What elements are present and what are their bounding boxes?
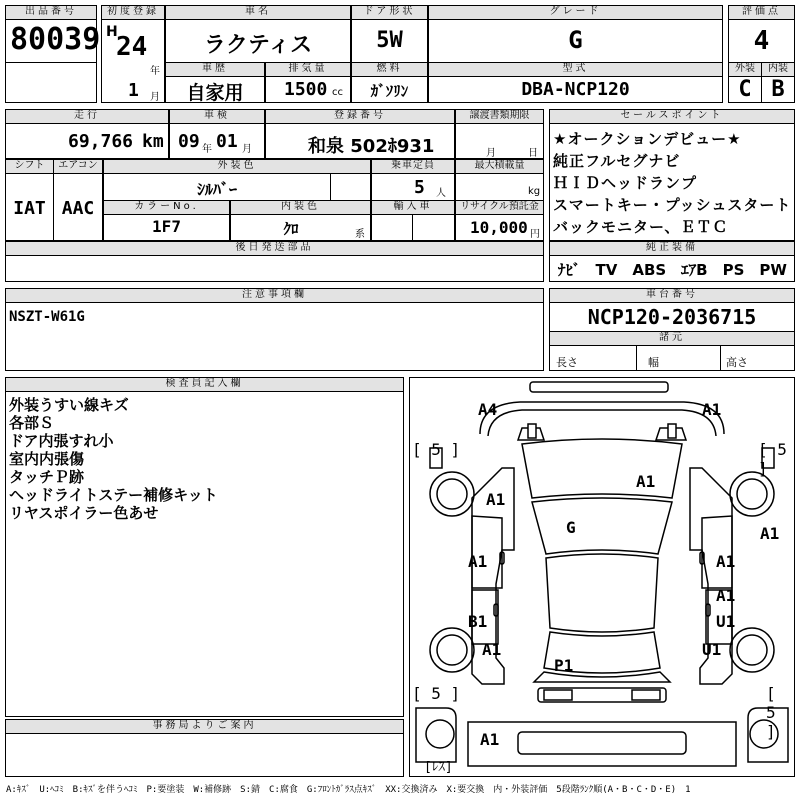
spec-width: 幅 [648, 356, 659, 369]
chassis-header: 車台番号 [549, 288, 795, 303]
later-parts-cell [5, 255, 544, 282]
chassis-cell [549, 302, 795, 332]
cautions: NSZT-W61G [9, 309, 85, 325]
cc-unit: cc [332, 87, 343, 98]
car-name-header: 車名 [165, 5, 351, 20]
door-cell [351, 19, 428, 63]
sales-point-4: スマートキー・プッシュスタート [553, 196, 792, 214]
mark-left-rear-door: B1 [468, 612, 488, 631]
displacement-cell [265, 76, 351, 103]
interior-header: 内装 [761, 62, 795, 77]
exterior-grade-cell [728, 76, 762, 103]
first-reg-header: 初度登録 [101, 5, 165, 20]
spec-height: 高さ [726, 356, 748, 369]
inspector-note-2: 各部Ｓ [9, 414, 55, 432]
mark-back-door: P1 [554, 656, 574, 675]
inspector-note-3: ドア内張すれ小 [9, 432, 114, 450]
inspector-note-1: 外装うすい線キズ [9, 396, 129, 414]
mark-right-outer: A1 [760, 524, 780, 543]
car-name-cell [165, 19, 351, 63]
int-color: ｸﾛ [283, 220, 299, 238]
lot-number-blank [5, 62, 97, 103]
genuine-equipment-header: 純正装備 [549, 241, 795, 256]
history: 自家用 [186, 82, 244, 104]
transfer-doc-header: 譲渡書類期限 [455, 109, 544, 124]
car-diagram [410, 378, 794, 776]
inspection-year-unit: 年 [202, 144, 212, 155]
car-diagram-box [409, 377, 795, 777]
mark-right-rear-u1: U1 [716, 612, 736, 631]
transfer-month: 月 [486, 148, 496, 159]
recycle-cell [455, 214, 544, 241]
max-load-cell [455, 173, 544, 201]
shift-cell [5, 173, 54, 241]
grade: G [568, 26, 583, 54]
sales-point-2: 純正フルセグナビ [553, 152, 681, 170]
mileage-header: 走行 [5, 109, 169, 124]
capacity-header: 乗車定員 [371, 159, 455, 174]
interior-grade: B [771, 77, 785, 102]
legend: A:ｷｽﾞ U:ﾍｺﾐ B:ｷｽﾞを伴うﾍｺﾐ P:要塗装 W:補修跡 S:錆 C:腐食 G:ﾌﾛﾝﾄｶﾞﾗｽ点ｷｽﾞ XX:交換済み X:要交換 内・外装評価 5段階ﾗﾝｸ順(A・B・C・D・E) 1 [6, 785, 691, 795]
history-cell [165, 76, 265, 103]
recycle: 10,000 [470, 218, 528, 237]
reg-number-header: 登録番号 [265, 109, 455, 124]
chassis-number: NCP120-2036715 [587, 305, 757, 329]
specs-header: 諸元 [549, 331, 795, 346]
mark-right-front-door: A1 [716, 552, 736, 571]
mileage-cell [5, 123, 169, 159]
inspector-notes-box [5, 391, 404, 717]
sales-point-5: バックモニター、ＥＴＣ [553, 218, 729, 236]
first-reg-month: 1 [128, 80, 139, 101]
mark-rear-bumper: A1 [480, 730, 500, 749]
reg-number: 和泉 502ﾎ931 [308, 136, 435, 157]
capacity-cell [371, 173, 455, 201]
fuel-cell [351, 76, 428, 103]
model: DBA-NCP120 [521, 79, 630, 100]
inspector-note-6: ヘッドライトステー補修キット [9, 486, 218, 504]
first-reg-month-unit: 月 [150, 92, 160, 103]
mark-right-rear-quarter: U1 [702, 640, 722, 659]
door-type: 5W [376, 28, 403, 53]
int-color-cell [230, 214, 371, 241]
mark-windshield: G [566, 518, 576, 537]
inspector-note-4: 室内内張傷 [9, 450, 85, 468]
spec-length: 長さ [556, 356, 578, 369]
aircon: AAC [61, 198, 95, 219]
int-color-unit: 系 [355, 229, 365, 240]
inspector-header: 検査員記入欄 [5, 377, 404, 392]
door-header: ドア形状 [351, 5, 428, 20]
model-cell [428, 76, 723, 103]
inspection-month: 01 [216, 131, 238, 152]
sales-point-1: ★オークションデビュー★ [553, 130, 742, 148]
cautions-header: 注意事項欄 [5, 288, 544, 303]
office-header: 事務局よりご案内 [5, 719, 404, 734]
office-cell [5, 733, 404, 777]
shift-header: シフト [5, 159, 54, 174]
model-header: 型式 [428, 62, 723, 77]
inspection-cell [169, 123, 265, 159]
reg-number-cell [265, 123, 455, 159]
fuel: ｶﾞｿﾘﾝ [370, 82, 409, 100]
specs-cell [549, 345, 795, 371]
exterior-header: 外装 [728, 62, 762, 77]
inspection-header: 車検 [169, 109, 265, 124]
first-reg-year-unit: 年 [150, 66, 160, 77]
mark-left-rear-quarter: A1 [482, 640, 502, 659]
first-reg-cell [101, 19, 165, 103]
genuine-equipment-cell [549, 255, 795, 282]
lot-number: 80039 [10, 22, 101, 57]
mark-front-right: A1 [702, 400, 722, 419]
history-header: 車歴 [165, 62, 265, 77]
score-header: 評価点 [728, 5, 795, 20]
color-no-cell [103, 214, 230, 241]
displacement: 1500 [284, 79, 328, 100]
genuine-equipment: ﾅﾋﾞ TV ABS ｴｱB PS PW [558, 261, 787, 279]
inspection-year: 09 [178, 131, 200, 152]
import-header: 輸入車 [371, 200, 455, 215]
capacity-unit: 人 [436, 188, 446, 199]
inspector-note-7: リヤスポイラー色あせ [9, 504, 159, 522]
inspector-note-5: タッチＰ跡 [9, 468, 85, 486]
import-cell [371, 214, 455, 241]
mark-right-rear-door: A1 [716, 586, 736, 605]
aircon-cell [53, 173, 103, 241]
grade-header: グレード [428, 5, 723, 20]
ext-color-header: 外装色 [103, 159, 371, 174]
color-no-header: カラーNo. [103, 200, 230, 215]
int-color-header: 内装色 [230, 200, 371, 215]
shift: IAT [13, 198, 46, 219]
fuel-header: 燃料 [351, 62, 428, 77]
capacity: 5 [414, 177, 425, 198]
displacement-header: 排気量 [265, 62, 351, 77]
sales-point-3: ＨＩＤヘッドランプ [553, 174, 698, 192]
km-unit: km [142, 131, 164, 152]
max-load-header: 最大積載量 [455, 159, 544, 174]
mark-left-fender: A1 [486, 490, 506, 509]
ress-label: [ﾚｽ] [424, 760, 453, 775]
tire-label-rear-right: [ 5 ] [766, 684, 776, 741]
transfer-day: 日 [528, 148, 538, 159]
ext-color: ｼﾙﾊﾞｰ [196, 180, 237, 199]
tire-label-front-right: [ 5 ] [758, 440, 787, 478]
inspection-month-unit: 月 [242, 144, 252, 155]
recycle-header: リサイクル預託金 [455, 200, 544, 215]
lot-number-cell [5, 19, 101, 63]
load-unit: kg [528, 186, 541, 197]
ext-color-cell [103, 173, 371, 201]
mileage: 69,766 [68, 131, 134, 152]
car-name: ラクティス [203, 33, 313, 58]
first-reg-year: 24 [116, 32, 148, 62]
mark-left-front-door: A1 [468, 552, 488, 571]
tire-label-rear-left: [ 5 ] [412, 684, 461, 703]
mark-hood: A1 [636, 472, 656, 491]
aircon-header: エアコン [53, 159, 103, 174]
sales-points-box [549, 123, 795, 241]
exterior-grade: C [738, 77, 752, 102]
color-no: 1F7 [152, 217, 181, 236]
mark-front-left: A4 [478, 400, 498, 419]
tire-label-front-left: [ 5 ] [412, 440, 461, 459]
interior-grade-cell [761, 76, 795, 103]
cautions-cell [5, 302, 544, 371]
lot-number-header: 出品番号 [5, 5, 97, 20]
first-reg-era: H [106, 24, 118, 40]
sales-points-header: セールスポイント [549, 109, 795, 124]
grade-cell [428, 19, 723, 63]
transfer-doc-cell [455, 123, 544, 159]
recycle-unit: 円 [530, 229, 540, 240]
later-parts-header: 後日発送部品 [5, 241, 544, 256]
score: 4 [753, 26, 770, 56]
score-cell [728, 19, 795, 63]
